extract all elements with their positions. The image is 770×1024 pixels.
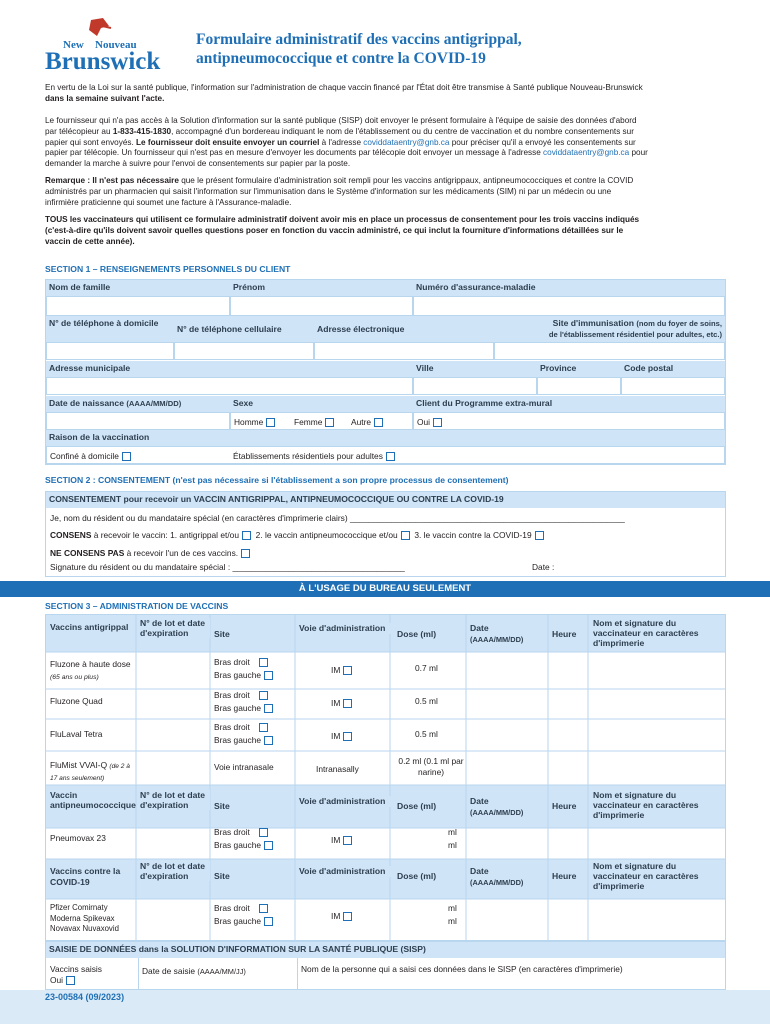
label-nom: Nom de famille (46, 280, 230, 296)
voie-im: IM (331, 731, 352, 741)
input-tel[interactable] (46, 342, 174, 360)
voie-im: IM (331, 835, 352, 845)
checkbox-bras-gauche[interactable] (264, 671, 273, 680)
checkbox-im[interactable] (343, 666, 352, 675)
col-dose: Dose (ml) (397, 871, 437, 881)
section-3-title: SECTION 3 – ADMINISTRATION DE VACCINS (45, 601, 229, 611)
col-nom-signature: Nom et signature du vaccinateur en caractères d'imprimerie (593, 618, 723, 648)
svg-text:New: New (63, 39, 84, 51)
consent-line: CONSENS à recevoir le vaccin: 1. antigrippal et/ou 2. le vaccin antipneumococcique et/ou 3. le vaccin contre la COVID-19 (50, 530, 544, 540)
checkbox-antipneumo[interactable] (401, 531, 410, 540)
input-cp[interactable] (621, 377, 725, 395)
label-prenom: Prénom (230, 280, 413, 296)
site-intranasale: Voie intranasale (214, 762, 274, 772)
svg-text:Brunswick: Brunswick (45, 48, 161, 72)
col-vaccins-covid: Vaccins contre la COVID-19 (50, 866, 134, 888)
input-ddn[interactable] (46, 412, 230, 430)
checkbox-autre[interactable] (374, 418, 383, 427)
checkbox-covid[interactable] (535, 531, 544, 540)
dose-value: 0.7 ml (415, 663, 438, 673)
label-sexe: Sexe (230, 396, 413, 412)
office-use-banner: À L'USAGE DU BUREAU SEULEMENT (0, 581, 770, 597)
col-lot: N° de lot et date d'expiration (140, 861, 210, 881)
checkbox-etablissements[interactable] (386, 452, 395, 461)
email-link[interactable]: coviddataentry@gnb.ca (363, 137, 450, 147)
vaccine-flulaval-tetra: FluLaval Tetra (50, 729, 103, 739)
email-link[interactable]: coviddataentry@gnb.ca (543, 148, 630, 158)
label-ddn: Date de naissance (AAAA/MM/DD) (46, 396, 230, 412)
checkbox-bras-gauche[interactable] (264, 917, 273, 926)
input-adresse[interactable] (46, 377, 413, 395)
vaccine-fluzone-hd: Fluzone à haute dose (65 ans ou plus) (50, 659, 131, 681)
checkbox-im[interactable] (343, 732, 352, 741)
intro-paragraph-3: Remarque : Il n'est pas nécessaire que le présent formulaire d'administration soit rempli pour les vaccins antigrippaux, antipneumococciques et contre la COVID administrés par un pharmacien qui saisit l'information sur l'immunisation dans le Système d'information sur les médicaments (SIM) ni par un médecin ou une infirmière praticienne qui soumet une facture à l'Assurance-maladie. (45, 176, 634, 207)
checkbox-bras-droit[interactable] (259, 828, 268, 837)
col-voie: Voie d'administration (299, 866, 391, 877)
col-date: Date (AAAA/MM/DD) (470, 623, 524, 644)
vaccine-covid-list: Pfizer Comirnaty Moderna Spikevax Novavax Nuvaxovid (50, 903, 119, 933)
checkbox-homme[interactable] (266, 418, 275, 427)
checkbox-bras-gauche[interactable] (264, 704, 273, 713)
input-courriel[interactable] (314, 342, 494, 360)
col-date: Date (AAAA/MM/DD) (470, 796, 524, 817)
col-heure: Heure (552, 629, 577, 639)
voie-im: IM (331, 665, 352, 675)
section-2-title: SECTION 2 : CONSENTEMENT (n'est pas nécessaire si l'établissement a son propre processus de consentement) (45, 475, 509, 485)
label-ville: Ville (413, 361, 537, 377)
intro-paragraph-4: TOUS les vaccinateurs qui utilisent ce formulaire administratif doivent avoir mis en place un processus de consentement pour les trois vaccins indiqués (c'est-à-dire qu'ils doivent savoir quelles questions poser en fonction du vaccin administré, ce qui inclut la fourniture d'informations détaillées sur le vaccin de cette année). (45, 215, 640, 246)
vaccine-fluzone-quad: Fluzone Quad (50, 696, 103, 706)
col-heure: Heure (552, 801, 577, 811)
label-pem: Client du Programme extra-mural (413, 396, 725, 412)
dose-value: 0.5 ml (415, 696, 438, 706)
signature-line[interactable]: Signature du résident ou du mandataire spécial : _____________________________________ (50, 562, 405, 572)
input-prenom[interactable] (230, 296, 413, 316)
label-cp: Code postal (621, 361, 725, 377)
form-number: 23-00584 (09/2023) (45, 992, 125, 1002)
sexe-field: Homme Femme Autre (230, 412, 413, 430)
vaccine-flumist: FluMist VVAI-Q (de 2 à 17 ans seulement) (50, 760, 130, 782)
intro-paragraph-1: En vertu de la Loi sur la santé publique, l'information sur l'administration de chaque vaccin financé par l'État doit être transmise à Santé publique Nouveau-Brunswick dans la semaine suivant l'acte. (45, 83, 643, 103)
input-ville[interactable] (413, 377, 537, 395)
signature-date[interactable]: Date : (532, 562, 555, 572)
col-dose: Dose (ml) (397, 801, 437, 811)
checkbox-bras-droit[interactable] (259, 658, 268, 667)
label-raison: Raison de la vaccination (46, 430, 725, 446)
col-vaccin-antipneumo: Vaccin antipneumococcique (50, 790, 136, 810)
col-voie: Voie d'administration (299, 796, 391, 807)
refuse-line: NE CONSENS PAS à recevoir l'un de ces vaccins. (50, 548, 250, 558)
vaccine-table-grid (45, 614, 726, 941)
sisp-date[interactable]: Date de saisie (AAAA/MM/JJ) (142, 966, 246, 976)
input-nam[interactable] (413, 296, 725, 316)
checkbox-domicile[interactable] (122, 452, 131, 461)
label-cell: N° de téléphone cellulaire (174, 316, 314, 342)
site-choice: Bras droit Bras gauche (214, 902, 273, 928)
checkbox-sisp-oui[interactable] (66, 976, 75, 985)
input-province[interactable] (537, 377, 621, 395)
checkbox-im[interactable] (343, 912, 352, 921)
site-choice: Bras droit Bras gauche (214, 689, 273, 715)
col-lot: N° de lot et date d'expiration (140, 618, 210, 638)
site-choice: Bras droit Bras gauche (214, 721, 273, 747)
input-cell[interactable] (174, 342, 314, 360)
col-lot: N° de lot et date d'expiration (140, 790, 210, 810)
input-nom[interactable] (46, 296, 230, 316)
consent-header: CONSENTEMENT pour recevoir un VACCIN ANTIGRIPPAL, ANTIPNEUMOCOCCIQUE OU CONTRE LA COVID-19 (46, 492, 725, 508)
col-date: Date (AAAA/MM/DD) (470, 866, 524, 887)
checkbox-bras-droit[interactable] (259, 691, 268, 700)
checkbox-femme[interactable] (325, 418, 334, 427)
label-tel: N° de téléphone à domicile (46, 316, 174, 342)
col-site: Site (214, 871, 230, 881)
checkbox-bras-gauche[interactable] (264, 736, 273, 745)
voie-intranasally: Intranasally (316, 764, 359, 774)
label-courriel: Adresse électronique (314, 316, 494, 342)
raison-field: Confiné à domicile Établissements résidentiels pour adultes (46, 446, 725, 464)
checkbox-im[interactable] (343, 836, 352, 845)
col-nom-signature: Nom et signature du vaccinateur en caractères d'imprimerie (593, 790, 723, 820)
svg-text:Nouveau: Nouveau (95, 39, 137, 51)
checkbox-bras-gauche[interactable] (264, 841, 273, 850)
label-nam: Numéro d'assurance-maladie (413, 280, 725, 296)
checkbox-im[interactable] (343, 699, 352, 708)
sisp-nom[interactable]: Nom de la personne qui a saisi ces données dans le SISP (en caractères d'imprimerie) (301, 964, 623, 974)
dose-value: 0.5 ml (415, 729, 438, 739)
col-site: Site (214, 801, 230, 811)
dose-value: 0.2 ml (0.1 ml par narine) (398, 756, 464, 777)
nb-logo (43, 16, 188, 72)
col-vaccins-antigrippal: Vaccins antigrippal (50, 622, 129, 632)
voie-im: IM (331, 698, 352, 708)
sisp-saisis: Vaccins saisis Oui (50, 964, 102, 985)
label-site: Site d'immunisation (nom du foyer de soins, de l'établissement résidentiel pour adultes, etc.) (494, 316, 725, 342)
site-choice: Bras droit Bras gauche (214, 656, 273, 682)
input-site[interactable] (494, 342, 725, 360)
vaccine-pneumovax: Pneumovax 23 (50, 833, 106, 843)
col-voie: Voie d'administration (299, 623, 391, 634)
col-site: Site (214, 629, 230, 639)
checkbox-bras-droit[interactable] (259, 723, 268, 732)
dose-ml: ml ml (448, 903, 457, 926)
pem-field: Oui (413, 412, 725, 430)
checkbox-antigrippal[interactable] (242, 531, 251, 540)
voie-im: IM (331, 911, 352, 921)
label-adresse: Adresse municipale (46, 361, 413, 377)
site-choice: Bras droit Bras gauche (214, 826, 273, 852)
dose-ml: ml ml (448, 827, 457, 850)
col-heure: Heure (552, 871, 577, 881)
checkbox-pem-oui[interactable] (433, 418, 442, 427)
checkbox-ne-consens-pas[interactable] (241, 549, 250, 558)
col-nom-signature: Nom et signature du vaccinateur en caractères d'imprimerie (593, 861, 723, 891)
section-1-title: SECTION 1 – RENSEIGNEMENTS PERSONNELS DU CLIENT (45, 264, 291, 274)
intro-paragraph-2: Le fournisseur qui n'a pas accès à la Solution d'information sur la santé publique (SISP) doit envoyer le présent formulaire à l'équipe de saisie des données d'abord par télécopieur au 1-833-415-1830, accompagné d'un bordereau indiquant le nom de l'établissement ou du centre de vaccination et du nombre consentements sur papier qui sont envoyés. Le fournisseur doit ensuite envoyer un courriel à l'adresse coviddataentry@gnb.ca pour préciser qu'il a envoyé les consentements sur papier par télécopie. Un fournisseur qui n'est pas en mesure d'envoyer les documents par télécopie doit envoyer un message à l'adresse coviddataentry@gnb.ca pour demander la marche à suivre pour l'envoi de consentements sur papier par la poste. (45, 116, 648, 169)
sisp-header: SAISIE DE DONNÉES dans la SOLUTION D'INFORMATION SUR LA SANTÉ PUBLIQUE (SISP) (46, 942, 725, 958)
checkbox-bras-droit[interactable] (259, 904, 268, 913)
consent-name-line[interactable]: Je, nom du résident ou du mandataire spécial (en caractères d'imprimerie clairs) ___________________________________________________________ (50, 513, 625, 523)
col-dose: Dose (ml) (397, 629, 437, 639)
form-title: Formulaire administratif des vaccins antigrippal, antipneumococcique et contre la COVID-19 (196, 31, 522, 67)
label-province: Province (537, 361, 621, 377)
